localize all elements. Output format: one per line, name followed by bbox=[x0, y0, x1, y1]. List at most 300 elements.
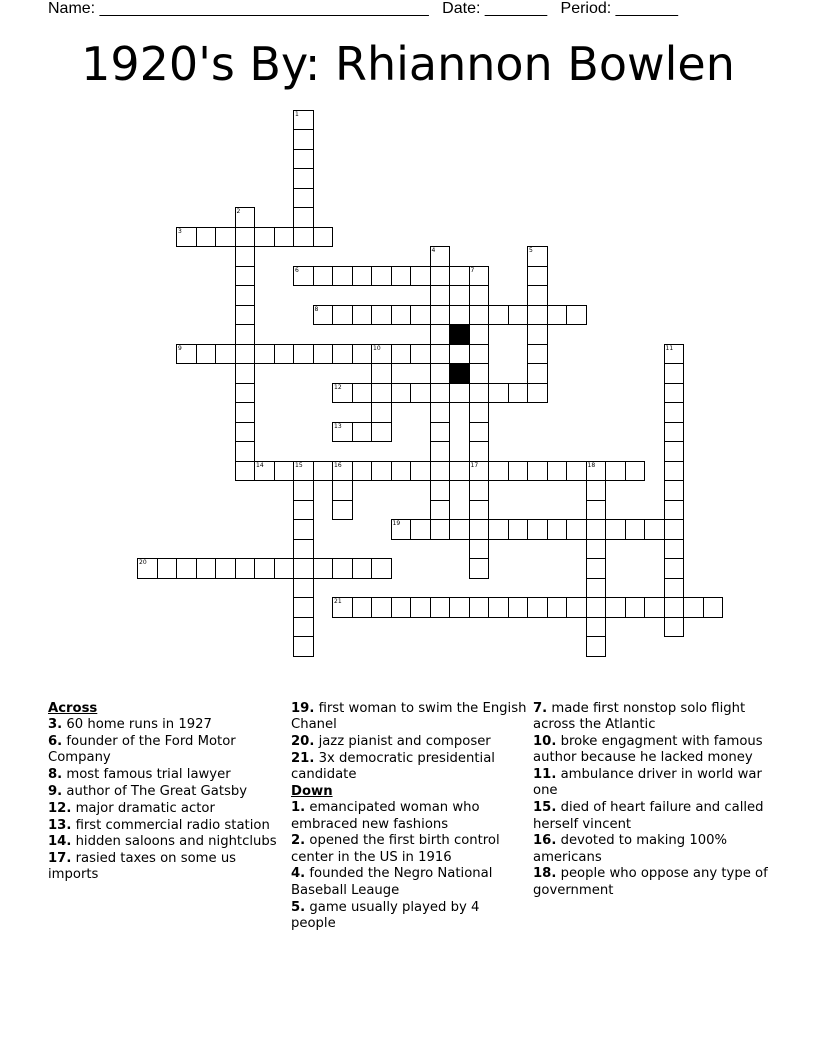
clue-item bbox=[291, 866, 527, 899]
grid-cell[interactable] bbox=[547, 461, 568, 482]
grid-cell[interactable] bbox=[410, 519, 431, 540]
grid-cell[interactable] bbox=[430, 246, 451, 267]
grid-cell[interactable] bbox=[586, 636, 607, 657]
grid-cell[interactable] bbox=[332, 461, 353, 482]
grid-cell[interactable] bbox=[469, 363, 490, 384]
clue-number: 3 bbox=[178, 227, 182, 235]
clue-num: 8. bbox=[48, 767, 63, 783]
grid-cell[interactable] bbox=[391, 266, 412, 287]
grid-cell[interactable] bbox=[254, 344, 275, 365]
grid-cell[interactable] bbox=[430, 597, 451, 618]
grid-cell[interactable] bbox=[332, 344, 353, 365]
grid-cell[interactable] bbox=[664, 617, 685, 638]
grid-cell[interactable] bbox=[313, 305, 334, 326]
grid-cell[interactable] bbox=[586, 558, 607, 579]
grid-cell[interactable] bbox=[332, 266, 353, 287]
clue-num: 12. bbox=[48, 800, 72, 816]
grid-cell[interactable] bbox=[605, 597, 626, 618]
clue-text: founder of the Ford Motor Company bbox=[48, 734, 236, 766]
clue-num: 14. bbox=[48, 834, 72, 850]
clue-item bbox=[533, 866, 769, 899]
grid-cell[interactable] bbox=[527, 246, 548, 267]
grid-cell[interactable] bbox=[235, 461, 256, 482]
grid-cell[interactable] bbox=[605, 461, 626, 482]
grid-cell[interactable] bbox=[449, 266, 470, 287]
grid-cell[interactable] bbox=[215, 558, 236, 579]
grid-cell[interactable] bbox=[157, 558, 178, 579]
grid-cell[interactable] bbox=[352, 558, 373, 579]
clue-num: 7. bbox=[533, 701, 548, 716]
grid-cell[interactable] bbox=[664, 480, 685, 501]
clue-text: major dramatic actor bbox=[71, 800, 215, 816]
clue-item bbox=[291, 751, 527, 784]
grid-cell[interactable] bbox=[235, 402, 256, 423]
clue-text: emancipated woman who embraced new fashions bbox=[291, 800, 480, 832]
grid-cell[interactable] bbox=[254, 558, 275, 579]
grid-cell[interactable] bbox=[235, 266, 256, 287]
clue-num: 3. bbox=[48, 717, 63, 733]
grid-cell[interactable] bbox=[625, 461, 646, 482]
grid-cell[interactable] bbox=[488, 597, 509, 618]
grid-cell[interactable] bbox=[430, 422, 451, 443]
grid-cell[interactable] bbox=[410, 266, 431, 287]
grid-cell[interactable] bbox=[469, 539, 490, 560]
grid-cell[interactable] bbox=[313, 266, 334, 287]
grid-cell[interactable] bbox=[449, 383, 470, 404]
grid-cell[interactable] bbox=[469, 558, 490, 579]
grid-cell[interactable] bbox=[566, 305, 587, 326]
grid-cell[interactable] bbox=[274, 461, 295, 482]
grid-cell[interactable] bbox=[586, 519, 607, 540]
clue-text: 60 home runs in 1927 bbox=[62, 717, 212, 733]
grid-cell[interactable] bbox=[313, 227, 334, 248]
clue-number: 6 bbox=[295, 266, 299, 274]
grid-cell[interactable] bbox=[332, 558, 353, 579]
clue-item bbox=[291, 833, 527, 866]
period-blank[interactable]: _______ bbox=[615, 0, 678, 17]
grid-cell[interactable] bbox=[469, 383, 490, 404]
clue-number: 1 bbox=[295, 110, 299, 118]
clue-item bbox=[48, 734, 284, 767]
clue-text: most famous trial lawyer bbox=[62, 767, 231, 783]
grid-cell[interactable] bbox=[235, 285, 256, 306]
grid-cell[interactable] bbox=[508, 383, 529, 404]
grid-cell[interactable] bbox=[293, 519, 314, 540]
grid-cell[interactable] bbox=[430, 324, 451, 345]
clue-num: 16. bbox=[533, 833, 557, 849]
grid-cell[interactable] bbox=[410, 305, 431, 326]
grid-cell[interactable] bbox=[586, 617, 607, 638]
grid-cell[interactable] bbox=[235, 422, 256, 443]
clue-item bbox=[291, 701, 527, 734]
clue-item bbox=[291, 900, 527, 933]
grid-cell[interactable] bbox=[332, 383, 353, 404]
clue-text: jazz pianist and composer bbox=[314, 734, 491, 750]
grid-cell[interactable] bbox=[196, 558, 217, 579]
clue-text: died of heart failure and called herself vincent bbox=[533, 800, 764, 832]
grid-cell[interactable] bbox=[293, 344, 314, 365]
grid-cell[interactable] bbox=[196, 227, 217, 248]
grid-cell[interactable] bbox=[274, 558, 295, 579]
grid-cell[interactable] bbox=[469, 461, 490, 482]
grid-cell[interactable] bbox=[235, 246, 256, 267]
header-line bbox=[48, 0, 678, 18]
clue-heading-across: Across bbox=[48, 701, 98, 716]
grid-cell[interactable] bbox=[235, 227, 256, 248]
grid-cell[interactable] bbox=[352, 461, 373, 482]
clue-text: broke engagment with famous author because he lacked money bbox=[533, 734, 763, 766]
grid-cell[interactable] bbox=[293, 149, 314, 170]
grid-cell[interactable] bbox=[527, 383, 548, 404]
clue-num: 18. bbox=[533, 866, 557, 882]
clue-num: 21. bbox=[291, 750, 315, 766]
grid-cell[interactable] bbox=[449, 305, 470, 326]
clue-num: 4. bbox=[291, 866, 306, 882]
grid-cell[interactable] bbox=[430, 402, 451, 423]
grid-cell[interactable] bbox=[508, 597, 529, 618]
grid-cell[interactable] bbox=[664, 597, 685, 618]
clue-text: people who oppose any type of government bbox=[533, 866, 768, 898]
grid-cell[interactable] bbox=[469, 422, 490, 443]
grid-cell[interactable] bbox=[293, 227, 314, 248]
grid-cell[interactable] bbox=[332, 422, 353, 443]
clue-number: 8 bbox=[314, 305, 319, 313]
grid-cell[interactable] bbox=[547, 305, 568, 326]
grid-cell[interactable] bbox=[235, 363, 256, 384]
clue-number: 10 bbox=[373, 344, 381, 352]
clue-text: ambulance driver in world war one bbox=[533, 767, 762, 799]
grid-cell[interactable] bbox=[371, 344, 392, 365]
grid-black-square bbox=[449, 324, 470, 345]
clue-item bbox=[291, 734, 527, 750]
clue-text: devoted to making 100% americans bbox=[533, 833, 728, 865]
grid-cell[interactable] bbox=[352, 266, 373, 287]
clue-num: 2. bbox=[291, 833, 306, 849]
grid-cell[interactable] bbox=[527, 363, 548, 384]
grid-cell[interactable] bbox=[527, 461, 548, 482]
clue-item bbox=[48, 767, 284, 783]
grid-cell[interactable] bbox=[605, 519, 626, 540]
grid-cell[interactable] bbox=[488, 383, 509, 404]
grid-cell[interactable] bbox=[293, 207, 314, 228]
clue-number: 17 bbox=[470, 461, 479, 469]
grid-cell[interactable] bbox=[664, 402, 685, 423]
grid-cell[interactable] bbox=[664, 441, 685, 462]
clue-item bbox=[533, 833, 769, 866]
grid-cell[interactable] bbox=[352, 344, 373, 365]
period-label: Period: bbox=[560, 0, 612, 17]
grid-cell[interactable] bbox=[137, 558, 158, 579]
grid-cell[interactable] bbox=[293, 480, 314, 501]
grid-cell[interactable] bbox=[449, 344, 470, 365]
grid-cell[interactable] bbox=[547, 519, 568, 540]
clue-num: 10. bbox=[533, 734, 557, 750]
clue-number: 19 bbox=[392, 520, 401, 527]
grid-cell[interactable] bbox=[352, 422, 373, 443]
clue-number: 5 bbox=[529, 247, 533, 254]
grid-cell[interactable] bbox=[508, 519, 529, 540]
clue-item bbox=[48, 801, 284, 817]
grid-cell[interactable] bbox=[469, 480, 490, 501]
clue-number: 16 bbox=[334, 461, 342, 469]
clue-number: 4 bbox=[431, 247, 436, 254]
grid-cell[interactable] bbox=[703, 597, 724, 618]
grid-cell[interactable] bbox=[332, 305, 353, 326]
grid-cell[interactable] bbox=[371, 422, 392, 443]
grid-cell[interactable] bbox=[430, 305, 451, 326]
grid-cell[interactable] bbox=[683, 597, 704, 618]
clue-number: 2 bbox=[236, 208, 241, 215]
clue-text: author of The Great Gatsby bbox=[62, 783, 248, 799]
grid-cell[interactable] bbox=[449, 461, 470, 482]
name-blank[interactable]: _____________________________________ bbox=[99, 0, 429, 17]
grid-cell[interactable] bbox=[235, 558, 256, 579]
grid-cell[interactable] bbox=[293, 500, 314, 521]
clue-text: hidden saloons and nightclubs bbox=[71, 834, 277, 850]
grid-cell[interactable] bbox=[430, 519, 451, 540]
grid-cell[interactable] bbox=[235, 324, 256, 345]
clue-num: 13. bbox=[48, 817, 72, 833]
clue-item bbox=[533, 800, 769, 833]
clue-number: 9 bbox=[178, 344, 182, 352]
grid-cell[interactable] bbox=[469, 324, 490, 345]
grid-cell[interactable] bbox=[469, 519, 490, 540]
grid-cell[interactable] bbox=[293, 110, 314, 131]
grid-cell[interactable] bbox=[313, 558, 334, 579]
grid-cell[interactable] bbox=[469, 285, 490, 306]
grid-cell[interactable] bbox=[586, 597, 607, 618]
clue-num: 20. bbox=[291, 734, 315, 750]
grid-cell[interactable] bbox=[664, 461, 685, 482]
grid-cell[interactable] bbox=[664, 363, 685, 384]
clue-text: opened the first birth control center in the US in 1916 bbox=[291, 833, 500, 865]
grid-cell[interactable] bbox=[527, 285, 548, 306]
clue-item bbox=[48, 818, 284, 834]
grid-cell[interactable] bbox=[586, 500, 607, 521]
grid-cell[interactable] bbox=[410, 344, 431, 365]
grid-cell[interactable] bbox=[313, 344, 334, 365]
grid-cell[interactable] bbox=[586, 539, 607, 560]
grid-cell[interactable] bbox=[332, 480, 353, 501]
clue-num: 1. bbox=[291, 800, 306, 816]
clue-item bbox=[48, 851, 284, 884]
clue-number: 21 bbox=[334, 598, 342, 605]
grid-cell[interactable] bbox=[352, 383, 373, 404]
clue-num: 6. bbox=[48, 734, 63, 750]
grid-cell[interactable] bbox=[176, 558, 197, 579]
grid-cell[interactable] bbox=[371, 402, 392, 423]
grid-cell[interactable] bbox=[469, 344, 490, 365]
grid-cell[interactable] bbox=[293, 558, 314, 579]
grid-cell[interactable] bbox=[371, 383, 392, 404]
grid-cell[interactable] bbox=[274, 344, 295, 365]
clue-text: game usually played by 4 people bbox=[291, 899, 480, 931]
grid-cell[interactable] bbox=[527, 324, 548, 345]
grid-cell[interactable] bbox=[410, 597, 431, 618]
clue-item bbox=[291, 800, 527, 833]
grid-cell[interactable] bbox=[469, 441, 490, 462]
grid-cell[interactable] bbox=[176, 344, 197, 365]
grid-cell[interactable] bbox=[235, 441, 256, 462]
grid-cell[interactable] bbox=[430, 441, 451, 462]
grid-cell[interactable] bbox=[391, 597, 412, 618]
grid-cell[interactable] bbox=[449, 597, 470, 618]
clue-item bbox=[533, 734, 769, 767]
grid-cell[interactable] bbox=[254, 461, 275, 482]
clue-item bbox=[48, 784, 284, 800]
clue-number: 12 bbox=[334, 383, 342, 391]
grid-cell[interactable] bbox=[371, 305, 392, 326]
page-title: 1920's By: Rhiannon Bowlen bbox=[81, 37, 735, 91]
clues-column-1 bbox=[48, 701, 284, 884]
grid-cell[interactable] bbox=[332, 597, 353, 618]
grid-cell[interactable] bbox=[391, 344, 412, 365]
grid-cell[interactable] bbox=[332, 500, 353, 521]
grid-cell[interactable] bbox=[430, 383, 451, 404]
grid-cell[interactable] bbox=[352, 597, 373, 618]
grid-cell[interactable] bbox=[371, 266, 392, 287]
date-blank[interactable]: _______ bbox=[484, 0, 548, 17]
clue-text: founded the Negro National Baseball Leauge bbox=[291, 866, 493, 898]
grid-cell[interactable] bbox=[566, 519, 587, 540]
clue-number: 14 bbox=[256, 461, 264, 469]
grid-cell[interactable] bbox=[664, 422, 685, 443]
clues-column-2 bbox=[291, 701, 527, 933]
grid-cell[interactable] bbox=[430, 500, 451, 521]
clue-item bbox=[533, 767, 769, 800]
grid-cell[interactable] bbox=[254, 227, 275, 248]
grid-cell[interactable] bbox=[430, 363, 451, 384]
grid-cell[interactable] bbox=[430, 344, 451, 365]
grid-cell[interactable] bbox=[469, 266, 490, 287]
grid-cell[interactable] bbox=[664, 578, 685, 599]
grid-cell[interactable] bbox=[469, 597, 490, 618]
grid-cell[interactable] bbox=[371, 363, 392, 384]
clue-heading-down: Down bbox=[291, 783, 333, 799]
clue-num: 19. bbox=[291, 701, 315, 716]
name-label: Name: bbox=[48, 0, 96, 17]
grid-cell[interactable] bbox=[527, 597, 548, 618]
grid-cell[interactable] bbox=[215, 227, 236, 248]
grid-cell[interactable] bbox=[293, 168, 314, 189]
grid-cell[interactable] bbox=[371, 597, 392, 618]
grid-cell[interactable] bbox=[430, 285, 451, 306]
grid-cell[interactable] bbox=[469, 402, 490, 423]
grid-cell[interactable] bbox=[371, 461, 392, 482]
grid-cell[interactable] bbox=[176, 227, 197, 248]
grid-cell[interactable] bbox=[391, 383, 412, 404]
grid-cell[interactable] bbox=[293, 597, 314, 618]
grid-cell[interactable] bbox=[449, 519, 470, 540]
grid-cell[interactable] bbox=[293, 578, 314, 599]
grid-cell[interactable] bbox=[625, 519, 646, 540]
grid-cell[interactable] bbox=[391, 305, 412, 326]
clue-number: 11 bbox=[665, 344, 674, 352]
clue-text: first woman to swim the Engish Chanel bbox=[291, 701, 527, 733]
grid-cell[interactable] bbox=[215, 344, 236, 365]
grid-cell[interactable] bbox=[293, 129, 314, 150]
clue-num: 9. bbox=[48, 783, 63, 799]
grid-cell[interactable] bbox=[391, 519, 412, 540]
grid-cell[interactable] bbox=[410, 383, 431, 404]
clue-number: 18 bbox=[587, 461, 596, 469]
clue-item bbox=[48, 717, 284, 733]
grid-cell[interactable] bbox=[664, 383, 685, 404]
grid-cell[interactable] bbox=[586, 578, 607, 599]
grid-cell[interactable] bbox=[527, 266, 548, 287]
grid-cell[interactable] bbox=[469, 500, 490, 521]
grid-cell[interactable] bbox=[547, 597, 568, 618]
grid-cell[interactable] bbox=[508, 461, 529, 482]
grid-cell[interactable] bbox=[664, 519, 685, 540]
grid-cell[interactable] bbox=[664, 558, 685, 579]
grid-cell[interactable] bbox=[293, 461, 314, 482]
grid-cell[interactable] bbox=[586, 480, 607, 501]
grid-cell[interactable] bbox=[664, 344, 685, 365]
grid-cell[interactable] bbox=[566, 597, 587, 618]
clue-item bbox=[533, 701, 769, 734]
grid-cell[interactable] bbox=[586, 461, 607, 482]
grid-cell[interactable] bbox=[235, 344, 256, 365]
grid-cell[interactable] bbox=[664, 539, 685, 560]
grid-cell[interactable] bbox=[293, 636, 314, 657]
grid-cell[interactable] bbox=[488, 519, 509, 540]
grid-black-square bbox=[449, 363, 470, 384]
grid-cell[interactable] bbox=[196, 344, 217, 365]
grid-cell[interactable] bbox=[644, 519, 665, 540]
grid-cell[interactable] bbox=[430, 461, 451, 482]
grid-cell[interactable] bbox=[371, 558, 392, 579]
clue-num: 5. bbox=[291, 899, 306, 915]
grid-cell[interactable] bbox=[235, 305, 256, 326]
grid-cell[interactable] bbox=[644, 597, 665, 618]
clue-number: 20 bbox=[139, 559, 147, 566]
grid-cell[interactable] bbox=[527, 305, 548, 326]
clues-column-3 bbox=[533, 701, 769, 900]
clue-text: rasied taxes on some us imports bbox=[48, 851, 237, 883]
grid-cell[interactable] bbox=[410, 461, 431, 482]
grid-cell[interactable] bbox=[293, 617, 314, 638]
grid-cell[interactable] bbox=[352, 305, 373, 326]
grid-cell[interactable] bbox=[293, 188, 314, 209]
grid-cell[interactable] bbox=[235, 207, 256, 228]
clue-num: 11. bbox=[533, 767, 557, 783]
grid-cell[interactable] bbox=[313, 461, 334, 482]
clue-number: 15 bbox=[295, 461, 303, 469]
grid-cell[interactable] bbox=[527, 519, 548, 540]
grid-cell[interactable] bbox=[391, 461, 412, 482]
grid-cell[interactable] bbox=[430, 480, 451, 501]
date-label: Date: bbox=[442, 0, 481, 17]
clue-item bbox=[48, 834, 284, 850]
grid-cell[interactable] bbox=[235, 383, 256, 404]
grid-cell[interactable] bbox=[469, 305, 490, 326]
grid-cell[interactable] bbox=[527, 344, 548, 365]
grid-cell[interactable] bbox=[488, 461, 509, 482]
grid-cell[interactable] bbox=[508, 305, 529, 326]
grid-cell[interactable] bbox=[293, 266, 314, 287]
grid-cell[interactable] bbox=[430, 266, 451, 287]
grid-cell[interactable] bbox=[664, 500, 685, 521]
grid-cell[interactable] bbox=[625, 597, 646, 618]
grid-cell[interactable] bbox=[488, 305, 509, 326]
clue-num: 17. bbox=[48, 851, 72, 867]
grid-cell[interactable] bbox=[274, 227, 295, 248]
clue-number: 7 bbox=[470, 266, 475, 274]
grid-cell[interactable] bbox=[566, 461, 587, 482]
grid-cell[interactable] bbox=[293, 539, 314, 560]
clue-text: 3x democratic presidential candidate bbox=[291, 750, 495, 783]
